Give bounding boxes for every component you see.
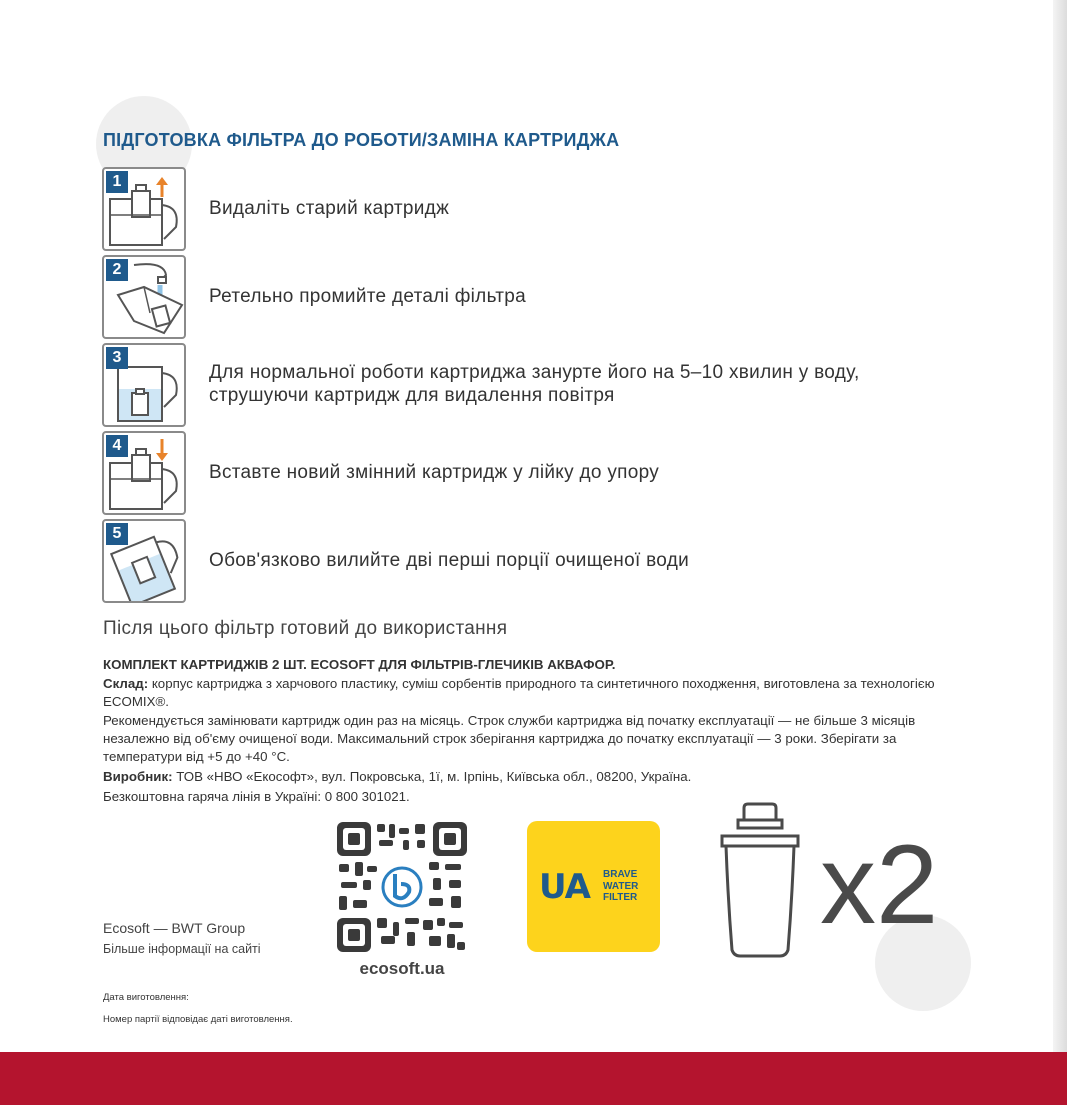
manufacturer-text: ТОВ «НВО «Екософт», вул. Покровська, 1ї, м. Ірпінь, Київська обл., 08200, Україна. — [172, 769, 692, 784]
step-text — [209, 343, 860, 425]
step-text-line: Вставте новий змінний картридж у лійку до упору — [209, 461, 660, 483]
manufacturer-paragraph — [103, 768, 963, 786]
cartridge-icon — [718, 800, 802, 960]
company-name: Ecosoft — BWT Group — [103, 920, 246, 936]
website-link[interactable]: ecosoft.ua — [359, 959, 445, 978]
step-text-line: Для нормальної роботи картриджа занурте його на 5–10 хвилин у воду, — [209, 362, 860, 383]
step-text-line: струшуючи картридж для видалення повітря — [209, 385, 615, 406]
step-text — [209, 519, 689, 601]
step-text — [209, 167, 449, 249]
kit-title: КОМПЛЕКТ КАРТРИДЖІВ 2 ШТ. ECOSOFT ДЛЯ ФІЛЬТРІВ-ГЛЕЧИКІВ АКВАФОР. — [103, 657, 616, 672]
qr-code[interactable] — [337, 822, 467, 952]
step-number: 2 — [106, 259, 128, 281]
badge-ua-text: UA — [539, 867, 590, 907]
composition-text: корпус картриджа з харчового пластику, суміш сорбентів природного та синтетичного походження, виготовлена за технологією ECOMIX®. — [103, 676, 935, 709]
bottom-color-band — [0, 1052, 1067, 1105]
step-text-line: Ретельно промийте деталі фільтра — [209, 285, 527, 307]
step-text-line: Видаліть старий картридж — [209, 197, 450, 219]
step-text — [209, 431, 659, 513]
step-number: 5 — [106, 523, 128, 545]
batch-note: Номер партії відповідає даті виготовлення. — [103, 1014, 293, 1025]
badge-line: BRAVE — [603, 869, 638, 880]
step-2 — [102, 255, 962, 337]
step-2-illustration — [102, 255, 186, 339]
page-title: ПІДГОТОВКА ФІЛЬТРА ДО РОБОТИ/ЗАМІНА КАРТРИДЖА — [103, 130, 620, 150]
step-3 — [102, 343, 962, 425]
composition-paragraph — [103, 675, 963, 711]
step-5 — [102, 519, 962, 601]
manufacture-date-label: Дата виготовлення: — [103, 992, 189, 1003]
more-info-text: Більше інформації на сайті — [103, 942, 261, 956]
manufacturer-label: Виробник: — [103, 769, 173, 784]
step-1-illustration — [102, 167, 186, 251]
step-number: 1 — [106, 171, 128, 193]
step-5-illustration — [102, 519, 186, 603]
quantity-text: x2 — [820, 822, 939, 947]
step-4-illustration — [102, 431, 186, 515]
hotline-text: Безкоштовна гаряча лінія в Україні: 0 800 301021. — [103, 789, 410, 804]
recommendation-paragraph: Рекомендується замінювати картридж один раз на місяць. Строк служби картриджа від початку експлуатації — не більше 3 місяців незалежно від об'єму очищеної води. Максимальний строк зберігання картриджа до початку експлуатації — 3 роки. Зберігати за температури від +5 до +40 °С. — [103, 713, 916, 764]
step-number: 3 — [106, 347, 128, 369]
badge-line: WATER — [603, 880, 639, 892]
step-text — [209, 255, 526, 337]
step-text-line: Обов'язково вилийте дві перші порції очищеної води — [209, 549, 690, 571]
step-4 — [102, 431, 962, 513]
step-1 — [102, 167, 962, 249]
badge-line: FILTER — [603, 892, 638, 903]
step-number: 4 — [106, 435, 128, 457]
ready-text: Після цього фільтр готовий до використання — [103, 618, 508, 639]
step-3-illustration — [102, 343, 186, 427]
badge-caption — [603, 869, 638, 904]
brave-water-filter-badge — [527, 821, 660, 952]
composition-label: Склад: — [103, 676, 149, 691]
page-edge-shadow — [1053, 0, 1067, 1052]
